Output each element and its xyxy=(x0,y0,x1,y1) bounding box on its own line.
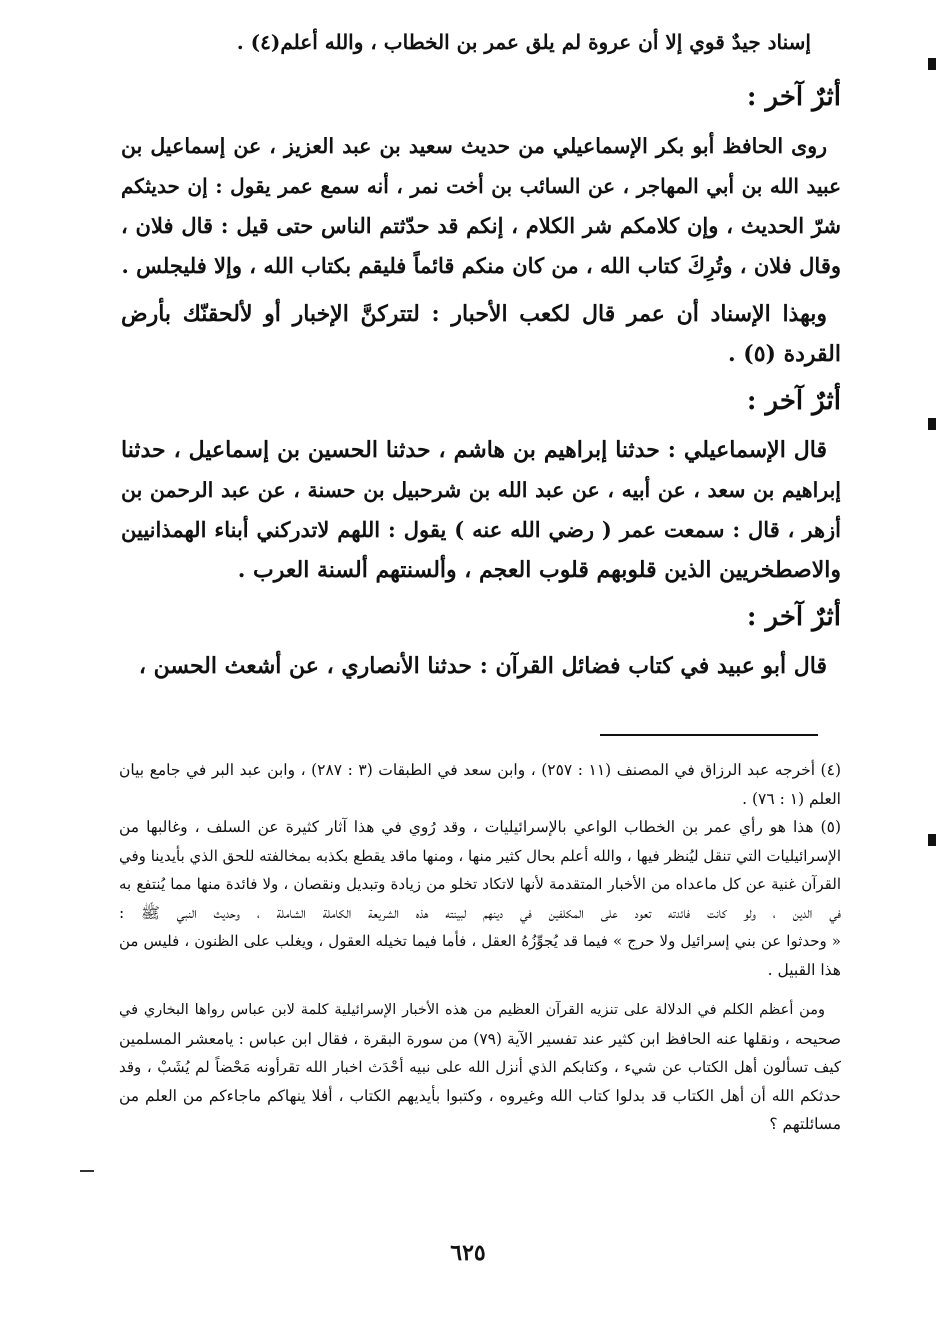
paragraph xyxy=(121,126,841,286)
section xyxy=(121,74,841,374)
footnote-line: « وحدثوا عن بني إسرائيل ولا حرج » فيما قد يُجوِّزُهُ العقل ، فأما فيما تخيله العقول ، ويغلب على الظنون ، فليس من xyxy=(119,932,841,950)
section-heading: أثرٌ آخر : xyxy=(746,386,841,416)
text-line: إبراهيم بن سعد ، عن أبيه ، عن عبد الله بن شرحبيل بن حسنة ، عن عبد الرحمن بن xyxy=(121,478,841,502)
footnote xyxy=(119,813,841,984)
page-number: ٦٢٥ xyxy=(450,1240,486,1266)
section-heading: أثرٌ آخر : xyxy=(746,602,841,632)
footnote-line: حدثكم الله أن أهل الكتاب قد بدلوا كتاب الله وغيروه ، وكتبوا بأيديهم الكتاب ، أفلا ينهاكم ماجاءكم من العلم من xyxy=(119,1086,841,1105)
footnote-line: في الدين ، ولو كانت فائدته تعود على المكلفين في دينهم لبينته هذه الشريعة الكاملة الشاملة ، وحديث النبي ﷺ : xyxy=(119,903,841,922)
paragraph xyxy=(121,294,841,374)
footnote-line: هذا القبيل . xyxy=(767,960,841,979)
footnote xyxy=(119,996,841,1025)
paragraph xyxy=(121,430,841,590)
margin-mark xyxy=(928,58,936,70)
section xyxy=(121,378,841,590)
footnote-line: الإسرائيليات التي تنقل ليُنظر فيها ، والله أعلم بحال كثير منها ، ومنها ماقد يقطع بكذبه بمخالفته للحق الذي بأيدينا وفي xyxy=(119,846,841,865)
footnote xyxy=(119,1025,841,1139)
text-line: وبهذا الإسناد أن عمر قال لكعب الأحبار : لتتركنَّ الإخبار أو لألحقنّك بأرض xyxy=(121,301,827,327)
text-line: شرّ الحديث ، وإن كلامكم شر الكلام ، إنكم قد حدّثتم الناس حتى قيل : قال فلان ، xyxy=(121,213,841,238)
section xyxy=(121,594,841,686)
footnote xyxy=(119,756,841,813)
footnote-line: العلم (١ : ٧٦) . xyxy=(742,789,841,808)
footnote-line: (٤) أخرجه عبد الرزاق في المصنف (١١ : ٢٥٧) ، وابن سعد في الطبقات (٣ : ٢٨٧) ، وابن عبد البر في جامع بيان xyxy=(119,761,841,779)
footnote-line: القرآن غنية عن كل ماعداه من الأخبار المتقدمة لأنها لاتكاد تخلو من زيادة وتبديل ونقصان ، ولا فائدة منها مما يُنتفع به xyxy=(119,875,841,893)
text-line: أزهر ، قال : سمعت عمر ( رضي الله عنه ) يقول : اللهم لاتدركني أبناء الهمذانيين xyxy=(121,517,841,542)
text-line: قال الإسماعيلي : حدثنا إبراهيم بن هاشم ، حدثنا الحسين بن إسماعيل ، حدثنا xyxy=(121,437,827,463)
text-line: والاصطخريين الذين قلوبهم قلوب العجم ، وألسنتهم ألسنة العرب . xyxy=(237,557,841,583)
text-line: عبيد الله بن أبي المهاجر ، عن السائب بن أخت نمر ، أنه سمع عمر يقول : إن حديثكم xyxy=(121,174,841,198)
section-heading: أثرٌ آخر : xyxy=(746,82,841,112)
text-line: قال أبو عبيد في كتاب فضائل القرآن : حدثنا الأنصاري ، عن أشعث الحسن ، xyxy=(138,653,827,679)
continuation-line: إسناد جيدٌ قوي إلا أن عروة لم يلق عمر بن الخطاب ، والله أعلم(٤) . xyxy=(236,30,811,54)
footnote-line: (٥) هذا هو رأي عمر بن الخطاب الواعي بالإسرائيليات ، وقد رُوي في هذا آثار كثيرة عن السلف ، وغالبها من xyxy=(119,818,841,836)
paragraph xyxy=(121,646,841,686)
margin-mark xyxy=(928,418,936,430)
main-text xyxy=(121,22,841,686)
footnote-line: مسائلتهم ؟ xyxy=(769,1115,841,1133)
margin-tick xyxy=(80,1170,94,1172)
text-line: القردة (٥) . xyxy=(727,341,841,367)
footnotes xyxy=(119,756,841,1139)
text-line: وقال فلان ، وتُرِكَ كتاب الله ، من كان منكم قائماً فليقم بكتاب الله ، وإلا فليجلس . xyxy=(121,253,841,278)
footnote-line: ومن أعظم الكلم في الدلالة على تنزيه القرآن العظيم من هذه الأخبار الإسرائيلية كلمة لابن عباس رواها البخاري في xyxy=(119,1002,825,1018)
footnote-separator xyxy=(600,734,818,736)
footnote-line: صحيحه ، ونقلها عنه الحافظ ابن كثير عند تفسير الآية (٧٩) من سورة البقرة ، فقال ابن عباس : يامعشر المسلمين xyxy=(119,1029,841,1048)
footnote-line: كيف تسألون أهل الكتاب عن شيء ، وكتابكم الذي أنزل الله على نبيه أحْدَث اخبار الله تقرأونه مَحْضاً لم يُشَبْ ، وقد xyxy=(119,1058,841,1076)
text-line: روى الحافظ أبو بكر الإسماعيلي من حديث سعيد بن عبد العزيز ، عن إسماعيل بن xyxy=(121,134,827,158)
margin-mark xyxy=(928,834,936,846)
